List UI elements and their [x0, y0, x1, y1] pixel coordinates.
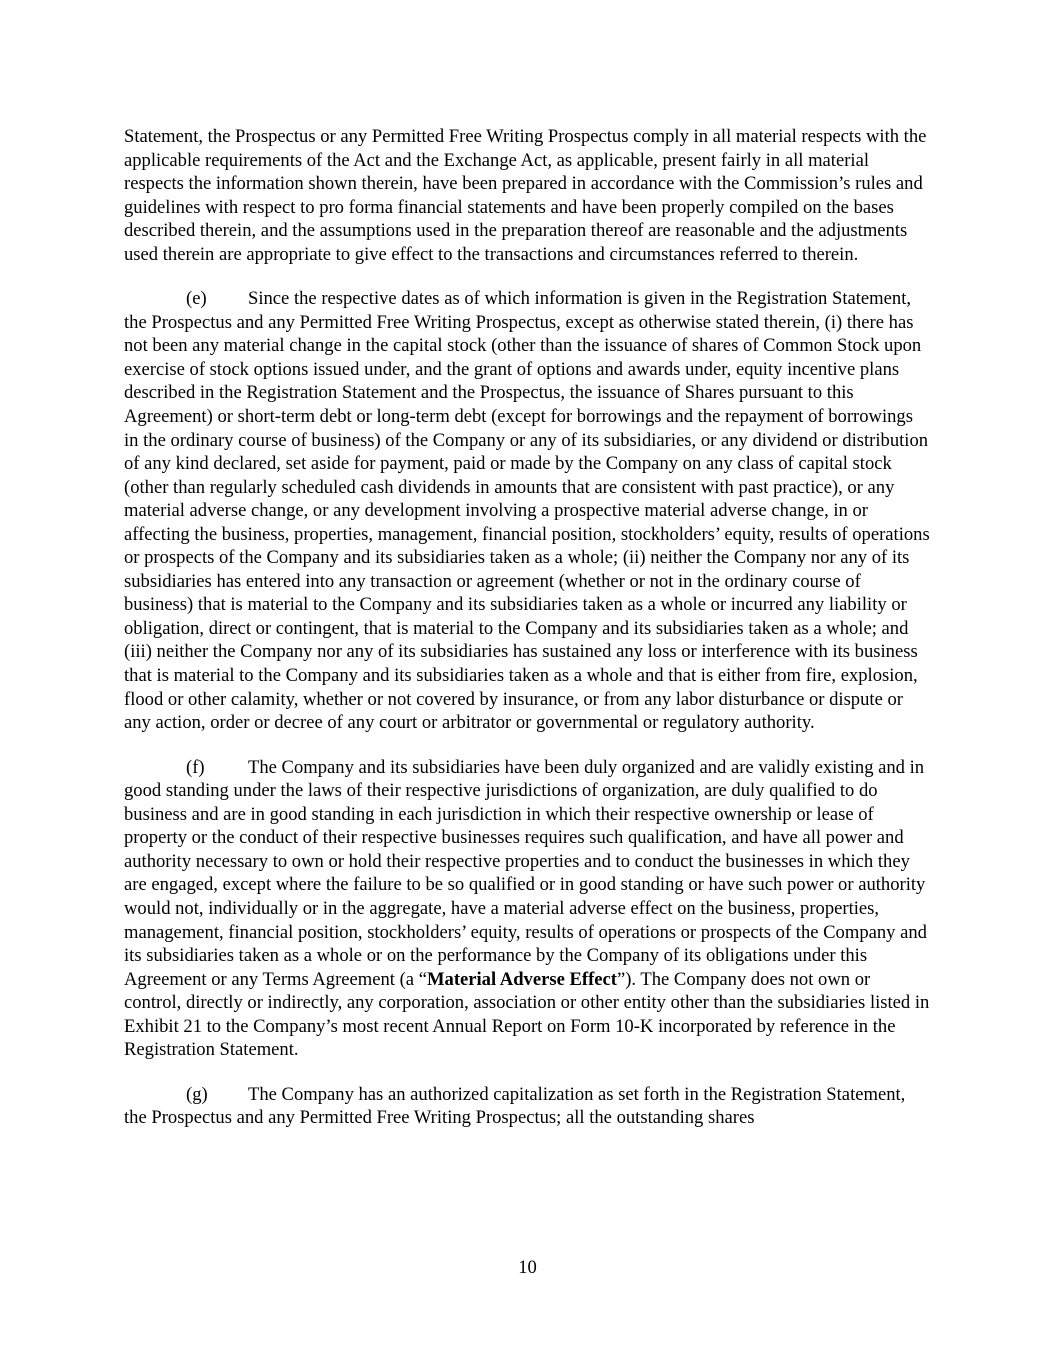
- page-number: 10: [518, 1257, 537, 1278]
- defined-term-material-adverse-effect: Material Adverse Effect: [426, 968, 617, 990]
- section-f-paragraph: [124, 756, 932, 1062]
- section-g-paragraph: [124, 1083, 932, 1130]
- continuation-paragraph: Statement, the Prospectus or any Permitted Free Writing Prospectus comply in all material respects with the applicable requirements of the Act and the Exchange Act, as applicable, present fairly in all material respects the information shown therein, have been prepared in accordance with the Commission’s rules and guidelines with respect to pro forma financial statements and have been properly compiled on the bases described therein, and the assumptions used in the preparation thereof are reasonable and the adjustments used therein are appropriate to give effect to the transactions and circumstances referred to therein.: [124, 126, 927, 265]
- section-f-text-after: ”). The Company does not own or control, directly or indirectly, any corporation, association or other entity other than the subsidiaries listed in Exhibit 21 to the Company’s most recent Annual Report on Form 10-K incorporated by reference in the Registration Statement.: [124, 968, 930, 1061]
- document-page: [124, 125, 932, 1151]
- section-g-label: (g): [186, 1083, 208, 1105]
- section-g-text: The Company has an authorized capitalization as set forth in the Registration Statement, the Prospectus and any Permitted Free Writing Prospectus; all the outstanding shares: [124, 1083, 906, 1129]
- section-e-text: Since the respective dates as of which information is given in the Registration Statement, the Prospectus and any Permitted Free Writing Prospectus, except as otherwise stated therein, (i) there has not been any material change in the capital stock (other than the issuance of shares of Common Stock upon exercise of stock options issued under, and the grant of options and awards under, equity incentive plans described in the Registration Statement and the Prospectus, the issuance of Shares pursuant to this Agreement) or short-term debt or long-term debt (except for borrowings and the repayment of borrowings in the ordinary course of business) of the Company or any of its subsidiaries, or any dividend or distribution of any kind declared, set aside for payment, paid or made by the Company on any class of capital stock (other than regularly scheduled cash dividends in amounts that are consistent with past practice), or any material adverse change, or any development involving a prospective material adverse change, in or affecting the business, properties, management, financial position, stockholders’ equity, results of operations or prospects of the Company and its subsidiaries taken as a whole; (ii) neither the Company nor any of its subsidiaries has entered into any transaction or agreement (whether or not in the ordinary course of business) that is material to the Company and its subsidiaries taken as a whole or incurred any liability or obligation, direct or contingent, that is material to the Company and its subsidiaries taken as a whole; and (iii) neither the Company nor any of its subsidiaries has sustained any loss or interference with its business that is material to the Company and its subsidiaries taken as a whole and that is either from fire, explosion, flood or other calamity, whether or not covered by insurance, or from any labor disturbance or dispute or any action, order or decree of any court or arbitrator or governmental or regulatory authority.: [124, 288, 930, 734]
- section-f-text-before: The Company and its subsidiaries have been duly organized and are validly existing and in good standing under the laws of their respective jurisdictions of organization, are duly qualified to do business and are in good standing in each jurisdiction in which their respective ownership or lease of property or the conduct of their respective businesses requires such qualification, and have all power and authority necessary to own or hold their respective properties and to conduct the businesses in which they are engaged, except where the failure to be so qualified or in good standing or have such power or authority would not, individually or in the aggregate, have a material adverse effect on the business, properties, management, financial position, stockholders’ equity, results of operations or prospects of the Company and its subsidiaries taken as a whole or on the performance by the Company of its obligations under this Agreement or any Terms Agreement (a “: [124, 756, 927, 990]
- section-e-label: (e): [186, 288, 207, 310]
- section-f-label: (f): [186, 756, 205, 778]
- section-e-paragraph: [124, 287, 932, 734]
